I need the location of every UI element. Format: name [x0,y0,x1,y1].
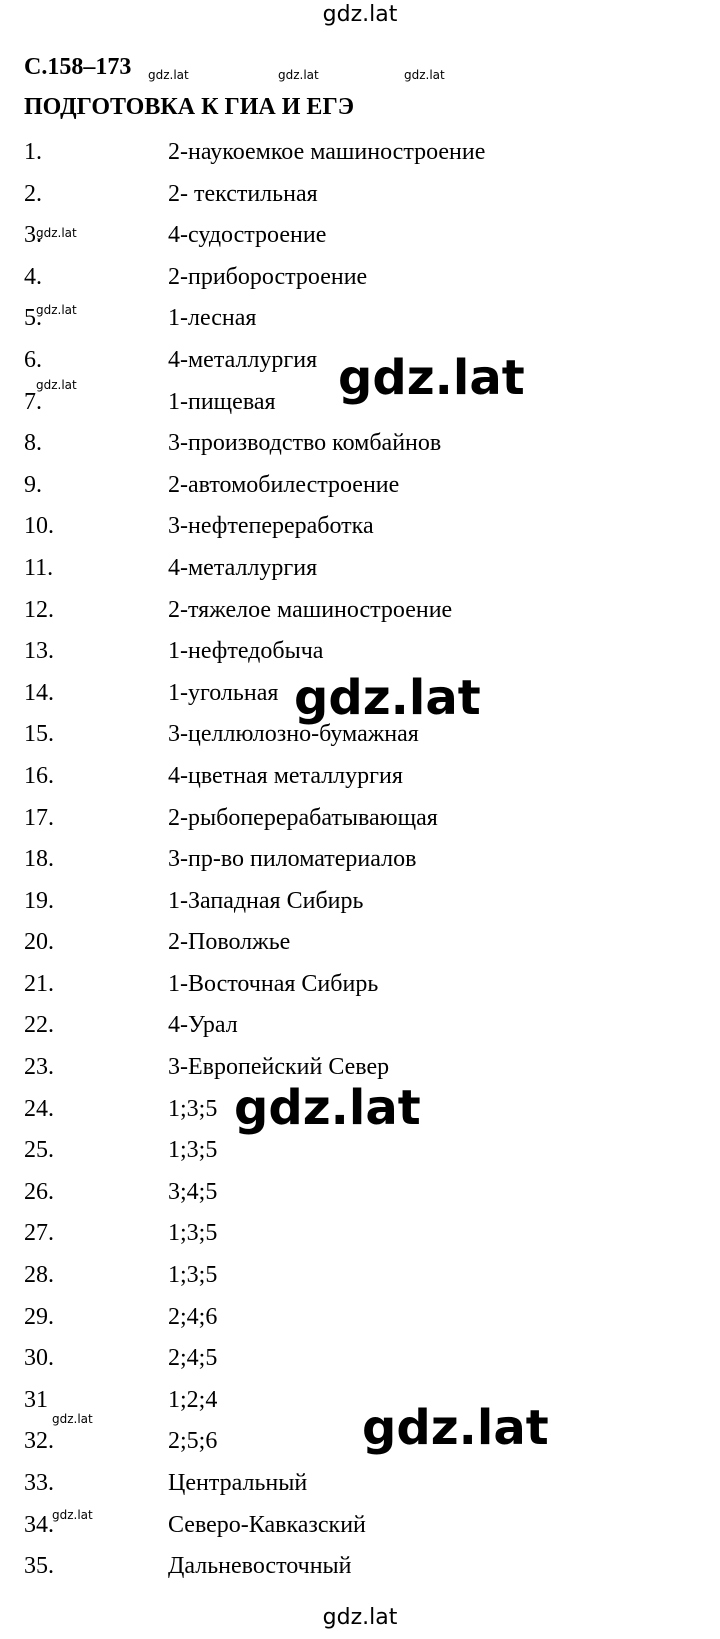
answer-number: 8. [24,430,42,457]
page-range-heading: С.158–173 [24,54,132,80]
answer-number: 29. [24,1303,54,1330]
answer-number: 31 [24,1386,48,1413]
answer-row [0,466,720,508]
small-watermark: gdz.lat [404,68,445,82]
answer-text: 2;4;6 [168,1303,218,1330]
answer-number: 14. [24,679,54,706]
answer-text: 2- текстильная [168,180,318,207]
answer-text: 2-автомобилестроение [168,471,400,498]
answer-number: 24. [24,1095,54,1122]
answer-number: 13. [24,638,54,665]
answer-text: 1-Западная Сибирь [168,887,364,914]
answer-number: 22. [24,1012,54,1039]
answer-row [0,840,720,882]
answer-number: 15. [24,721,54,748]
answer-row [0,1422,720,1464]
answer-number: 20. [24,929,54,956]
answer-row [0,299,720,341]
bottom-watermark: gdz.lat [322,1605,398,1630]
answer-row [0,1547,720,1589]
answer-number: 12. [24,596,54,623]
answer-text: 3-производство комбайнов [168,430,442,457]
answer-number: 17. [24,804,54,831]
answer-number: 28. [24,1262,54,1289]
answer-row [0,882,720,924]
answer-number: 30. [24,1345,54,1372]
answer-row [0,1256,720,1298]
answer-row [0,1006,720,1048]
answer-text: Северо-Кавказский [168,1511,366,1538]
large-watermark: gdz.lat [362,1400,549,1456]
answer-text: 2-приборостроение [168,263,368,290]
answer-row [0,1381,720,1423]
answer-number: 25. [24,1137,54,1164]
answer-row [0,591,720,633]
answer-text: 4-металлургия [168,554,318,581]
answer-text: 2-Поволжье [168,929,291,956]
answer-text: 1;2;4 [168,1386,218,1413]
answer-text: 2-тяжелое машиностроение [168,596,453,623]
top-watermark: gdz.lat [322,2,398,27]
answer-row [0,507,720,549]
answer-number: 4. [24,263,42,290]
large-watermark: gdz.lat [234,1080,421,1136]
answer-number: 35. [24,1553,54,1580]
answer-text: 4-металлургия [168,346,318,373]
answer-row [0,258,720,300]
answer-row [0,1464,720,1506]
answer-text: 2;4;5 [168,1345,218,1372]
answer-row [0,1506,720,1548]
answer-row [0,216,720,258]
answer-number: 5. [24,305,42,332]
section-title: ПОДГОТОВКА К ГИА И ЕГЭ [24,94,354,120]
answer-number: 18. [24,846,54,873]
answer-text: 4-Урал [168,1012,238,1039]
answer-number: 1. [24,139,42,165]
answer-number: 32. [24,1428,54,1455]
answer-row [0,1214,720,1256]
answer-text: 1-пищевая [168,388,276,415]
answer-text: 1;3;5 [168,1220,218,1247]
answer-text: 1;3;5 [168,1137,218,1164]
answer-number: 34. [24,1511,54,1538]
answer-number: 7. [24,388,42,415]
answer-text: 3-пр-во пиломатериалов [168,846,417,873]
answer-text: 2-рыбоперерабатывающая [168,804,438,831]
answer-number: 6. [24,346,42,373]
answer-row [0,549,720,591]
answer-row [0,133,720,175]
answer-number: 21. [24,970,54,997]
answer-row [0,965,720,1007]
answer-row [0,1173,720,1215]
answer-row [0,1131,720,1173]
answer-row [0,1298,720,1340]
answer-number: 3. [24,222,42,249]
answer-number: 9. [24,471,42,498]
answer-text: 1-Восточная Сибирь [168,970,379,997]
answer-text: 4-цветная металлургия [168,762,403,789]
answer-number: 19. [24,887,54,914]
answer-number: 2. [24,180,42,207]
answer-text: 2-наукоемкое машиностроение [168,139,486,165]
answer-text: 1;3;5 [168,1095,218,1122]
answer-row [0,757,720,799]
answer-row [0,799,720,841]
small-watermark: gdz.lat [36,226,77,240]
answer-number: 23. [24,1054,54,1081]
answer-row [0,424,720,466]
answer-number: 26. [24,1178,54,1205]
answer-text: 3-целлюлозно-бумажная [168,721,419,748]
answer-number: 27. [24,1220,54,1247]
large-watermark: gdz.lat [338,350,525,406]
answer-text: Центральный [168,1470,308,1496]
answer-text: 4-судостроение [168,222,327,249]
answer-number: 33. [24,1470,54,1496]
answer-text: 1-угольная [168,679,279,706]
answer-number: 16. [24,762,54,789]
answer-text: 3;4;5 [168,1178,218,1205]
answer-text: 2;5;6 [168,1428,218,1455]
answer-row [0,1339,720,1381]
small-watermark: gdz.lat [148,68,189,82]
small-watermark: gdz.lat [36,303,77,317]
large-watermark: gdz.lat [294,670,481,726]
answer-text: 3-нефтепереработка [168,513,374,540]
answer-row [0,175,720,217]
answer-number: 11. [24,554,54,581]
small-watermark: gdz.lat [52,1508,93,1522]
small-watermark: gdz.lat [278,68,319,82]
answer-text: Дальневосточный [168,1553,352,1580]
answer-number: 10. [24,513,54,540]
answer-row [0,923,720,965]
answer-text: 1-нефтедобыча [168,638,324,665]
answer-text: 3-Европейский Север [168,1054,390,1081]
answer-text: 1;3;5 [168,1262,218,1289]
answer-text: 1-лесная [168,305,257,332]
answer-row [0,632,720,674]
small-watermark: gdz.lat [36,378,77,392]
small-watermark: gdz.lat [52,1412,93,1426]
